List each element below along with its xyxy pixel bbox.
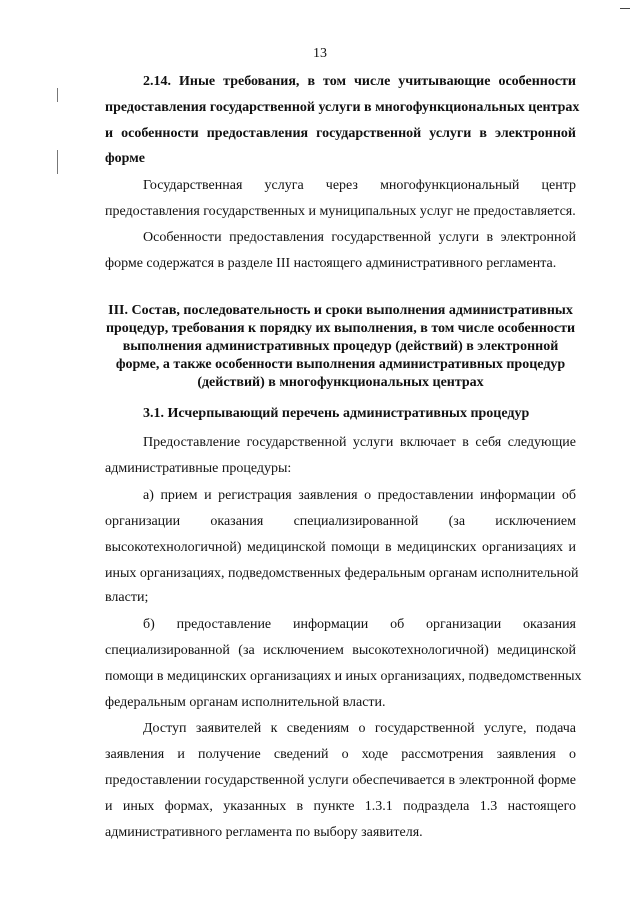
paragraph-line: Предоставление государственной услуги включает в себя следующие bbox=[143, 435, 576, 450]
section-heading-line: предоставления государственной услуги в многофункциональных центрах bbox=[105, 100, 580, 115]
paragraph-line: предоставлении государственной услуги обеспечивается в электронной форме bbox=[105, 773, 576, 788]
paragraph-line: Доступ заявителей к сведениям о государственной услуге, подача bbox=[143, 721, 576, 736]
list-item-line: б) предоставление информации об организации оказания bbox=[143, 617, 576, 632]
paragraph-line: Государственная услуга через многофункциональный центр bbox=[143, 178, 576, 193]
section-heading-line: 2.14. Иные требования, в том числе учитывающие особенности bbox=[143, 74, 576, 89]
list-item-line: высокотехнологичной) медицинской помощи в медицинских организациях и bbox=[105, 540, 576, 555]
paragraph-line: и иных формах, указанных в пункте 1.3.1 подраздела 1.3 настоящего bbox=[105, 799, 576, 814]
scan-margin-mark bbox=[57, 88, 58, 102]
list-item-line: специализированной (за исключением высокотехнологичной) медицинской bbox=[105, 643, 576, 658]
section-title-line: (действий) в многофункциональных центрах bbox=[197, 375, 484, 390]
section-title-line: процедур, требования к порядку их выполнения, в том числе особенности bbox=[105, 321, 576, 336]
list-item-line: федеральным органам исполнительной власти. bbox=[105, 695, 386, 710]
section-title-line: III. Состав, последовательность и сроки выполнения административных bbox=[108, 303, 573, 318]
paragraph-line: Особенности предоставления государственной услуги в электронной bbox=[143, 230, 576, 245]
scan-corner-mark bbox=[620, 8, 630, 9]
list-item-line: организации оказания специализированной (за исключением bbox=[105, 514, 576, 529]
scan-margin-mark bbox=[57, 150, 58, 174]
list-item-line: власти; bbox=[105, 590, 149, 605]
page-number: 13 bbox=[313, 46, 327, 61]
list-item-line: помощи в медицинских организациях и иных организациях, подведомственных bbox=[105, 669, 582, 684]
paragraph-line: форме содержатся в разделе III настоящего административного регламента. bbox=[105, 256, 557, 271]
section-title-line: форме, а также особенности выполнения административных процедур bbox=[115, 357, 566, 372]
paragraph-line: заявления и получение сведений о ходе рассмотрения заявления о bbox=[105, 747, 576, 762]
paragraph-line: административного регламента по выбору заявителя. bbox=[105, 825, 423, 840]
section-title-line: выполнения административных процедур (действий) в электронной bbox=[122, 339, 559, 354]
paragraph-line: административные процедуры: bbox=[105, 461, 292, 476]
list-item-line: а) прием и регистрация заявления о предоставлении информации об bbox=[143, 488, 576, 503]
paragraph-line: предоставления государственных и муниципальных услуг не предоставляется. bbox=[105, 204, 576, 219]
section-heading-line: и особенности предоставления государственной услуги в электронной bbox=[105, 126, 576, 141]
section-heading-line: форме bbox=[105, 151, 146, 166]
list-item-line: иных организациях, подведомственных федеральным органам исполнительной bbox=[105, 566, 579, 581]
subsection-heading: 3.1. Исчерпывающий перечень административных процедур bbox=[143, 406, 530, 421]
